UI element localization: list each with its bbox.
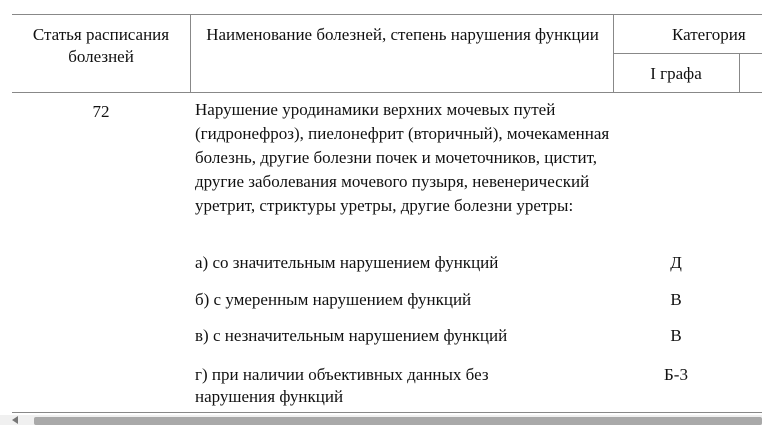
article-number: 72 [92, 102, 110, 121]
col-divider-1 [190, 14, 191, 93]
scrollbar-thumb[interactable] [34, 417, 762, 425]
header-article: Статья расписания болезней [32, 25, 170, 66]
category-a: Д [670, 253, 682, 272]
category-c: В [670, 326, 682, 345]
list-item-d: г) при наличии объективных данных без нарушения функций [195, 365, 489, 406]
horizontal-scrollbar[interactable] [0, 415, 762, 425]
list-item-b: б) с умеренным нарушением функций [195, 290, 472, 309]
list-item-c: в) с незначительным нарушением функций [195, 326, 508, 345]
scroll-left-arrow-icon[interactable] [12, 416, 18, 424]
table-top-border [12, 14, 762, 15]
category-d: Б-3 [664, 365, 688, 384]
header-category: Категория [672, 25, 746, 44]
table-bottom-border [12, 412, 762, 413]
header-column-1: I графа [650, 64, 702, 83]
category-b: В [670, 290, 682, 309]
disease-description: Нарушение уродинамики верхних мочевых путей (гидронефроз), пиелонефрит (вторичный), мочекаменная болезнь, другие болезни почек и мочеточников, цистит, другие заболевания мочевого пузыря, невенерический уретрит, стриктуры уретры, другие болезни уретры: [195, 100, 610, 215]
col-divider-3 [739, 53, 740, 93]
header-bottom-border [12, 92, 762, 93]
header-disease-name: Наименование болезней, степень нарушения функции [206, 25, 599, 44]
list-item-a: а) со значительным нарушением функций [195, 253, 499, 272]
